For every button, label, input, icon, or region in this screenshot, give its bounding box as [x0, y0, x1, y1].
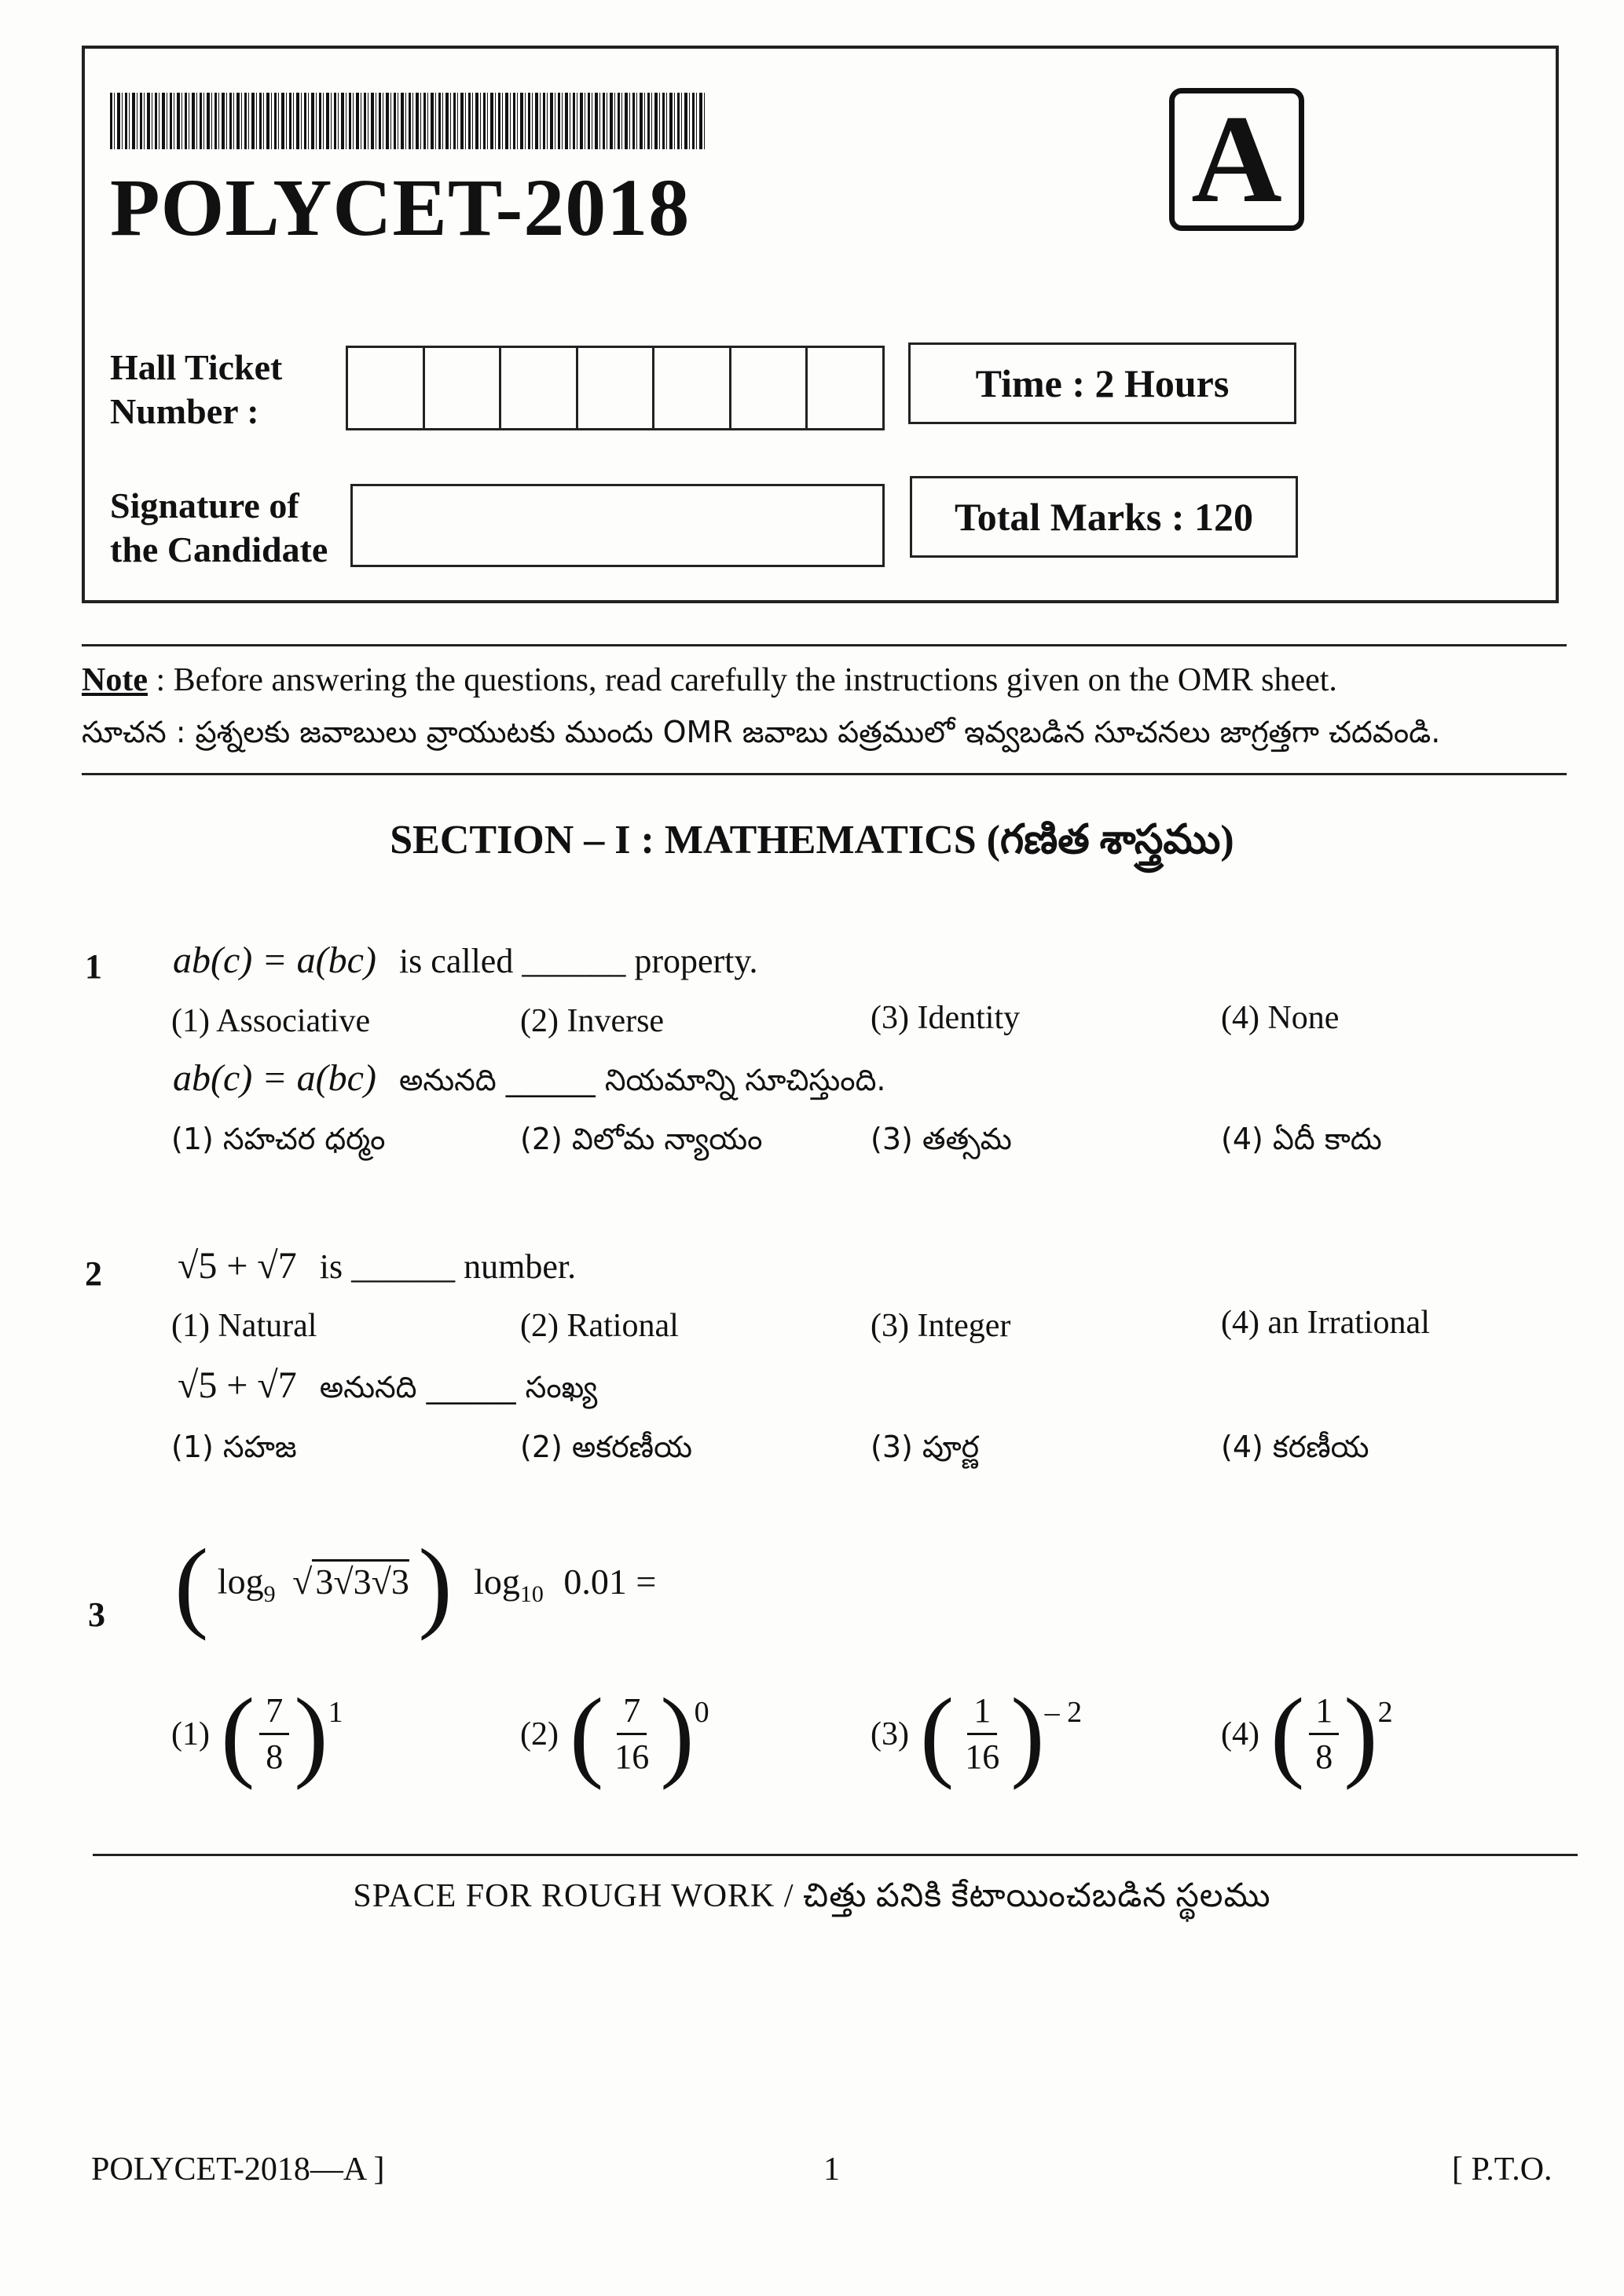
fraction [959, 1689, 1006, 1779]
signature-label [110, 484, 328, 572]
ticket-digit-box[interactable] [425, 348, 502, 428]
question-expression [174, 1529, 657, 1642]
page-number: 1 [823, 2151, 840, 2188]
numerator: 1 [967, 1689, 997, 1735]
right-paren: ) [294, 1677, 328, 1791]
pto-label: [ P.T.O. [1452, 2151, 1553, 2188]
hall-ticket-label-line2: Number : [110, 391, 259, 431]
question-text-tail: is called ______ property. [398, 942, 758, 980]
option-label: (4) [1221, 1716, 1259, 1752]
divider [93, 1854, 1578, 1856]
left-paren: ( [569, 1677, 604, 1791]
ticket-digit-box[interactable] [731, 348, 808, 428]
ticket-digit-box[interactable] [501, 348, 578, 428]
option[interactable]: (2) విలోమ న్యాయం [520, 1122, 763, 1156]
question-text-tail: అనునది ______ నియమాన్ని సూచిస్తుంది. [398, 1063, 886, 1097]
divider [82, 644, 1567, 646]
option[interactable]: (4) an Irrational [1221, 1305, 1430, 1341]
right-paren: ) [418, 1529, 453, 1642]
radical: √3√3√3 [292, 1562, 409, 1602]
option[interactable]: (3) Integer [871, 1308, 1011, 1344]
exponent: – 2 [1044, 1696, 1083, 1729]
time-box: Time : 2 Hours [908, 342, 1296, 424]
option[interactable]: (1) సహచర ధర్మం [171, 1122, 386, 1156]
question-text-te [178, 1364, 597, 1412]
question-text-te [173, 1056, 885, 1105]
option-label: (1) [171, 1716, 210, 1752]
left-paren: ( [919, 1677, 955, 1791]
fraction [608, 1689, 655, 1779]
option[interactable]: (1) Natural [171, 1308, 317, 1344]
right-paren: ) [1344, 1677, 1378, 1791]
question-math: √5 + √7 [178, 1364, 297, 1406]
log-argument: 0.01 = [563, 1561, 657, 1602]
question-number: 1 [85, 947, 102, 986]
ticket-digit-box[interactable] [578, 348, 655, 428]
option[interactable] [1221, 1677, 1393, 1791]
exponent: 1 [328, 1696, 343, 1729]
rough-work-label: SPACE FOR ROUGH WORK / చిత్తు పనికి కేటాయించబడిన స్థలము [353, 1878, 1271, 1914]
note-english-text: : Before answering the questions, read carefully the instructions given on the OMR sheet. [156, 662, 1337, 698]
note-telugu: సూచన : ప్రశ్నలకు జవాబులు వ్రాయుటకు ముందు OMR జవాబు పత్రములో ఇవ్వబడిన సూచనలు జాగ్రత్తగా చదవండి. [82, 715, 1441, 749]
left-paren: ( [220, 1677, 255, 1791]
right-paren: ) [660, 1677, 695, 1791]
left-paren: ( [174, 1529, 209, 1642]
numerator: 7 [617, 1689, 647, 1735]
log-base: 10 [519, 1580, 544, 1607]
ticket-digit-box[interactable] [808, 348, 882, 428]
option-label: (3) [871, 1716, 909, 1752]
option[interactable]: (2) Inverse [520, 1003, 665, 1039]
ticket-digit-box[interactable] [654, 348, 731, 428]
question-number: 2 [85, 1254, 102, 1293]
option[interactable]: (4) None [1221, 1000, 1340, 1036]
signature-label-line2: the Candidate [110, 529, 328, 569]
denominator: 8 [266, 1738, 284, 1776]
option[interactable]: (3) పూర్ణ [871, 1430, 980, 1464]
log-label: log [217, 1561, 264, 1602]
right-paren: ) [1010, 1677, 1045, 1791]
signature-label-line1: Signature of [110, 485, 299, 525]
question-text-en [178, 1244, 576, 1287]
denominator: 16 [965, 1738, 1000, 1776]
barcode [110, 93, 707, 149]
question-number: 3 [88, 1595, 105, 1634]
note-label: Note [82, 662, 148, 698]
option[interactable]: (4) ఏదీ కాదు [1221, 1122, 1382, 1156]
option[interactable]: (4) కరణీయ [1221, 1430, 1369, 1464]
question-text-en [173, 939, 758, 982]
ticket-digit-box[interactable] [348, 348, 425, 428]
question-text-tail: is ______ number. [319, 1247, 577, 1286]
hall-ticket-number-boxes[interactable] [346, 346, 885, 430]
numerator: 1 [1309, 1689, 1339, 1735]
radicand: 3√3√3 [312, 1559, 409, 1602]
fraction [259, 1689, 289, 1779]
exam-title: POLYCET-2018 [110, 163, 691, 253]
left-paren: ( [1270, 1677, 1305, 1791]
log-label: log [474, 1561, 520, 1602]
signature-box[interactable] [350, 484, 885, 567]
option[interactable]: (1) సహజ [171, 1430, 297, 1464]
numerator: 7 [259, 1689, 289, 1735]
option[interactable] [520, 1677, 709, 1791]
option[interactable]: (2) అకరణీయ [520, 1430, 692, 1464]
option[interactable]: (3) Identity [871, 1000, 1021, 1036]
question-text-tail: అనునది ______ సంఖ్య [319, 1370, 598, 1404]
option[interactable]: (3) తత్సమ [871, 1122, 1012, 1156]
fraction [1309, 1689, 1339, 1779]
exponent: 0 [694, 1696, 709, 1729]
section-title: SECTION – I : MATHEMATICS (గణిత శాస్త్రము) [390, 818, 1234, 862]
divider [82, 773, 1567, 775]
total-marks-box: Total Marks : 120 [910, 476, 1298, 558]
set-code-badge: A [1169, 88, 1304, 231]
denominator: 8 [1315, 1738, 1333, 1776]
denominator: 16 [614, 1738, 650, 1776]
hall-ticket-label-line1: Hall Ticket [110, 347, 283, 387]
option[interactable]: (2) Rational [520, 1308, 679, 1344]
option-label: (2) [520, 1716, 559, 1752]
option[interactable]: (1) Associative [171, 1003, 371, 1039]
option[interactable] [871, 1677, 1083, 1791]
question-math: ab(c) = a(bc) [173, 939, 376, 981]
log-base: 9 [263, 1580, 276, 1607]
question-math: √5 + √7 [178, 1245, 297, 1287]
option[interactable] [171, 1677, 343, 1791]
footer-code: POLYCET-2018—A ] [91, 2151, 385, 2188]
exponent: 2 [1377, 1696, 1393, 1729]
question-math: ab(c) = a(bc) [173, 1057, 376, 1099]
note-english [82, 661, 1567, 699]
hall-ticket-label [110, 346, 282, 434]
